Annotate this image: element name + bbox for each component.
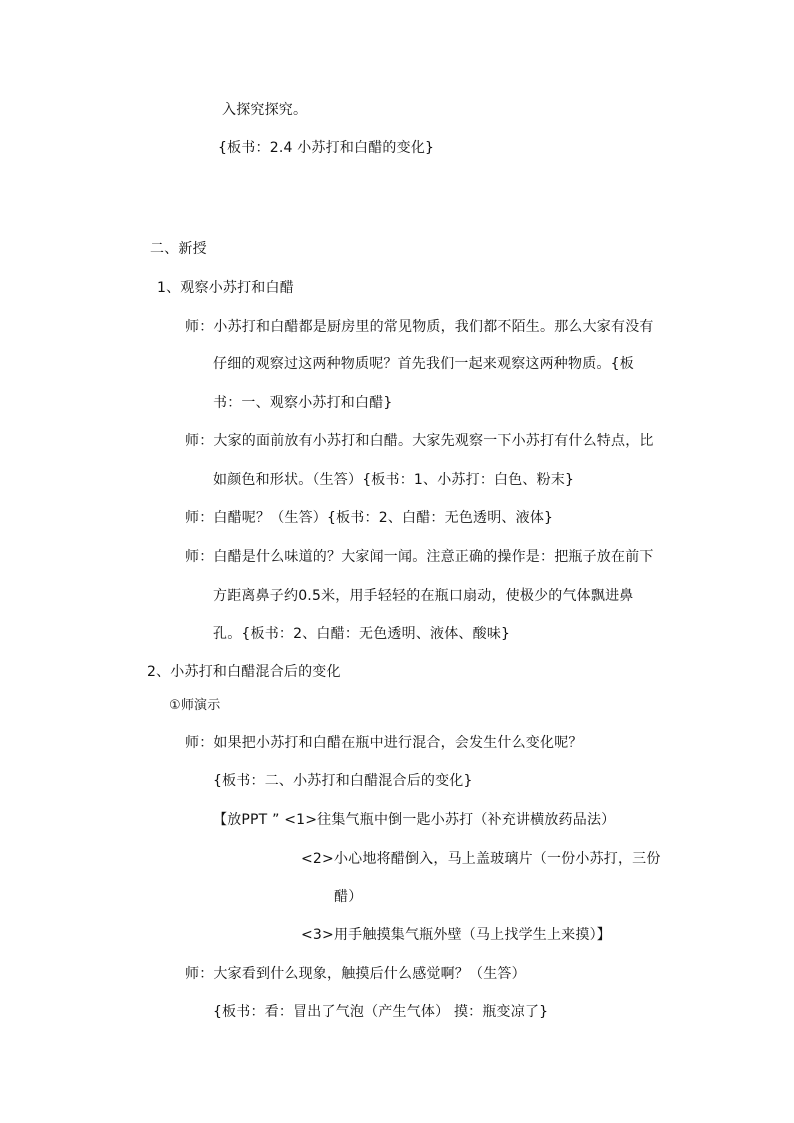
- board-note: {板书：看：冒出了气泡（产生气体） 摸：瓶变凉了}: [213, 1004, 549, 1020]
- section-heading: 二、新授: [150, 241, 207, 257]
- text-line: 书：一、观察小苏打和白醋}: [213, 395, 393, 411]
- teacher-line: 师：白醋呢？（生答）{板书：2、白醋：无色透明、液体}: [185, 510, 554, 526]
- text-line: 仔细的观察过这两种物质呢？首先我们一起来观察这两种物质。{板: [213, 356, 634, 372]
- teacher-line: 师：白醋是什么味道的？大家闻一闻。注意正确的操作是：把瓶子放在前下: [185, 549, 654, 565]
- subsection-heading: 2、小苏打和白醋混合后的变化: [147, 664, 341, 680]
- teacher-line: 师：如果把小苏打和白醋在瓶中进行混合，会发生什么变化呢？: [185, 735, 583, 751]
- ppt-step: 【放PPT ” <1>往集气瓶中倒一匙小苏打（补充讲横放药品法）: [213, 812, 616, 828]
- demo-heading: ①师演示: [169, 698, 221, 713]
- board-note: {板书：2.4 小苏打和白醋的变化}: [218, 140, 435, 156]
- teacher-line: 师：小苏打和白醋都是厨房里的常见物质，我们都不陌生。那么大家有没有: [185, 319, 654, 335]
- subsection-heading: 1、观察小苏打和白醋: [157, 280, 294, 296]
- ppt-step: <2>小心地将醋倒入，马上盖玻璃片（一份小苏打，三份: [301, 851, 661, 867]
- text-line: 如颜色和形状。（生答）{板书：1、小苏打：白色、粉末}: [213, 472, 575, 488]
- text-line: 孔。{板书：2、白醋：无色透明、液体、酸味}: [213, 626, 511, 642]
- ppt-step: <3>用手触摸集气瓶外壁（马上找学生上来摸）】: [301, 927, 611, 943]
- teacher-line: 师：大家的面前放有小苏打和白醋。大家先观察一下小苏打有什么特点，比: [185, 433, 654, 449]
- text-line: 方距离鼻子约0.5米，用手轻轻的在瓶口扇动，使极少的气体飘进鼻: [213, 588, 634, 604]
- board-note: {板书：二、小苏打和白醋混合后的变化}: [213, 773, 473, 789]
- text-line: 醋）: [334, 889, 363, 905]
- teacher-line: 师：大家看到什么现象，触摸后什么感觉啊？（生答）: [185, 966, 526, 982]
- text-line: 入探究探究。: [222, 102, 308, 118]
